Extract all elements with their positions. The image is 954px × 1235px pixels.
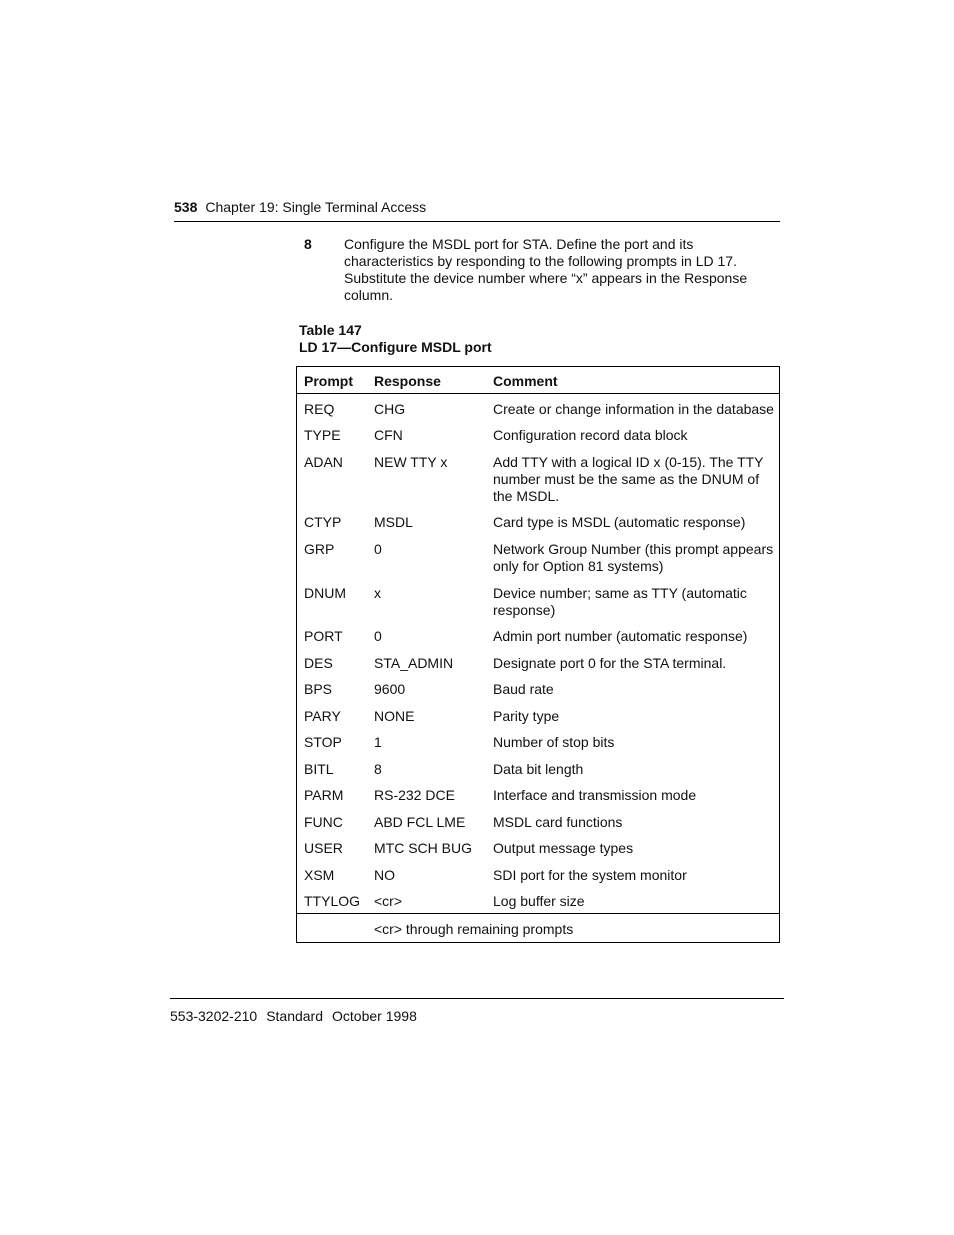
prompt-cell: PARM (304, 787, 344, 803)
prompt-cell: XSM (304, 867, 335, 883)
document-number: 553-3202-210 (170, 1008, 258, 1024)
response-cell: ABD FCL LME (374, 814, 466, 830)
step-text: Configure the MSDL port for STA. Define the port and its characteristics by responding to the following prompts in LD 17. Substitute the device number where “x” appears in the Response column. (344, 236, 748, 303)
prompt-cell: ADAN (304, 454, 343, 470)
comment-cell: Add TTY with a logical ID x (0-15). The TTY number must be the same as the DNUM of the MSDL. (493, 454, 764, 504)
response-cell: 1 (374, 734, 382, 750)
response-cell: NEW TTY x (374, 454, 448, 470)
response-cell: RS-232 DCE (374, 787, 455, 803)
comment-cell: Output message types (493, 840, 634, 856)
header-prompt: Prompt (304, 373, 353, 389)
prompt-cell: CTYP (304, 514, 342, 530)
prompt-cell: BPS (304, 681, 333, 697)
comment-cell: MSDL card functions (493, 814, 623, 830)
comment-cell: Device number; same as TTY (automatic response) (493, 585, 747, 618)
response-cell: NO (374, 867, 395, 883)
response-cell: MTC SCH BUG (374, 840, 472, 856)
document-date: October 1998 (332, 1008, 417, 1024)
prompt-cell: BITL (304, 761, 334, 777)
comment-cell: Log buffer size (493, 893, 585, 909)
header-response: Response (374, 373, 441, 389)
comment-cell: Number of stop bits (493, 734, 615, 750)
table-title: LD 17—Configure MSDL port (299, 339, 492, 355)
prompt-cell: PORT (304, 628, 343, 644)
comment-cell: Parity type (493, 708, 560, 724)
response-cell: 9600 (374, 681, 406, 697)
footer-divider (297, 913, 779, 914)
header-divider (297, 393, 779, 394)
prompt-cell: REQ (304, 401, 335, 417)
comment-cell: Configuration record data block (493, 427, 688, 443)
comment-cell: Designate port 0 for the STA terminal. (493, 655, 727, 671)
prompt-cell: USER (304, 840, 343, 856)
prompt-cell: PARY (304, 708, 341, 724)
prompt-cell: TYPE (304, 427, 341, 443)
response-cell: CHG (374, 401, 406, 417)
header-comment: Comment (493, 373, 558, 389)
response-cell: 8 (374, 761, 382, 777)
comment-cell: Create or change information in the database (493, 401, 774, 417)
prompt-cell: DNUM (304, 585, 346, 601)
response-cell: CFN (374, 427, 403, 443)
response-cell: 0 (374, 628, 382, 644)
comment-cell: Interface and transmission mode (493, 787, 697, 803)
prompt-cell: GRP (304, 541, 335, 557)
response-cell: 0 (374, 541, 382, 557)
comment-cell: Data bit length (493, 761, 584, 777)
comment-cell: SDI port for the system monitor (493, 867, 687, 883)
chapter-title: Chapter 19: Single Terminal Access (205, 199, 427, 215)
remaining-prompts-note: <cr> through remaining prompts (374, 921, 574, 937)
prompt-cell: DES (304, 655, 333, 671)
response-cell: MSDL (374, 514, 413, 530)
response-cell: STA_ADMIN (374, 655, 454, 671)
prompt-cell: STOP (304, 734, 342, 750)
comment-cell: Baud rate (493, 681, 554, 697)
prompt-cell: TTYLOG (304, 893, 361, 909)
prompt-cell: FUNC (304, 814, 343, 830)
document-status: Standard (266, 1008, 324, 1024)
comment-cell: Network Group Number (this prompt appears only for Option 81 systems) (493, 541, 774, 574)
comment-cell: Admin port number (automatic response) (493, 628, 748, 644)
response-cell: NONE (374, 708, 415, 724)
table-caption (299, 322, 492, 356)
step-number: 8 (304, 236, 312, 252)
response-cell: <cr> (374, 893, 403, 909)
prompt-table (296, 366, 780, 943)
page-number: 538 (174, 199, 198, 215)
comment-cell: Card type is MSDL (automatic response) (493, 514, 746, 530)
table-number: Table 147 (299, 322, 362, 338)
response-cell: x (374, 585, 381, 601)
page-footer (170, 998, 784, 1024)
page-header (174, 199, 780, 222)
